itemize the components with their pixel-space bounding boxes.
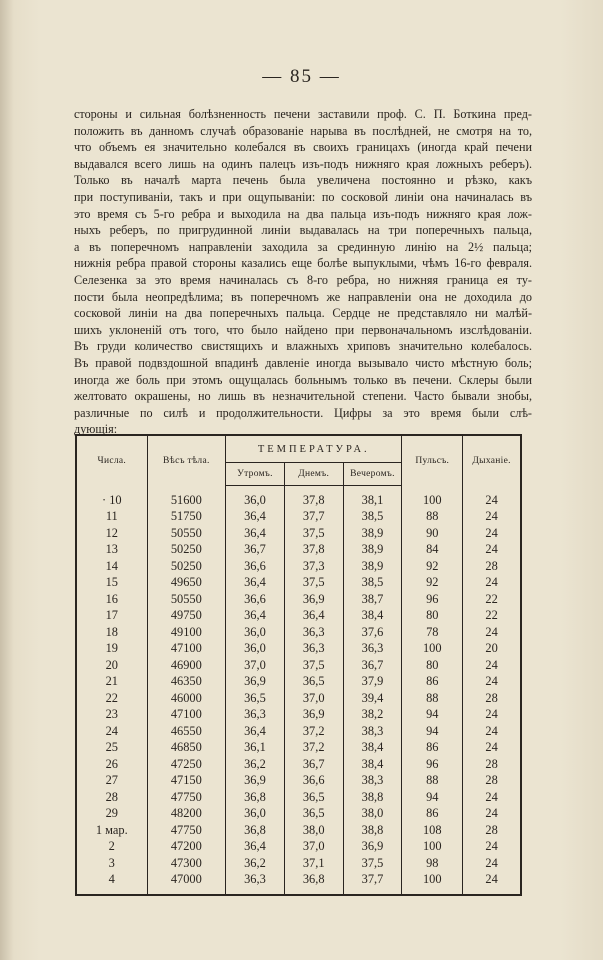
paragraph-line: различные по силѣ и продолжительности. Цифры за это время были слѣ-	[74, 405, 532, 420]
header-weight: Вѣсъ тѣла.	[147, 435, 226, 486]
table-row	[76, 789, 521, 806]
day-cell: 2	[76, 839, 147, 856]
temp-evening-cell: 38,3	[343, 723, 402, 740]
breath-cell: 20	[463, 641, 521, 658]
day-cell: 28	[76, 789, 147, 806]
paragraph-line: сосковой линіи на два поперечныхъ пальца. Сердце не представляло ни малѣй-	[74, 306, 532, 321]
breath-cell: 24	[463, 525, 521, 542]
weight-cell: 46000	[147, 690, 226, 707]
temp-noon-cell: 36,8	[284, 872, 343, 896]
temp-morning-cell: 36,3	[226, 707, 285, 724]
table-row	[76, 674, 521, 691]
table-row	[76, 690, 521, 707]
temp-morning-cell: 36,6	[226, 558, 285, 575]
paragraph-line: иногда же боль при этомъ ощущалась больнымъ только въ печени. Склеры были	[74, 372, 532, 387]
temp-morning-cell: 36,2	[226, 756, 285, 773]
paragraph-line: а въ поперечномъ направленіи заходила за срединную линію на 2½ пальца;	[74, 239, 532, 254]
weight-cell: 47200	[147, 839, 226, 856]
weight-cell: 47150	[147, 773, 226, 790]
weight-cell: 49100	[147, 624, 226, 641]
breath-cell: 24	[463, 657, 521, 674]
paragraph-line: положить въ данномъ случаѣ образованіе нарыва въ послѣдней, не смотря на то,	[74, 123, 532, 138]
breath-cell: 22	[463, 608, 521, 625]
temp-noon-cell: 36,5	[284, 674, 343, 691]
weight-cell: 51750	[147, 509, 226, 526]
pulse-cell: 88	[402, 509, 463, 526]
temp-noon-cell: 37,5	[284, 657, 343, 674]
pulse-cell: 94	[402, 723, 463, 740]
table-row	[76, 872, 521, 896]
breath-cell: 24	[463, 542, 521, 559]
table-row	[76, 509, 521, 526]
weight-cell: 47250	[147, 756, 226, 773]
temp-morning-cell: 36,1	[226, 740, 285, 757]
day-cell: 22	[76, 690, 147, 707]
pulse-cell: 92	[402, 558, 463, 575]
paragraph-line: шихъ уклоненій отъ того, что было найдено при первоначальномъ изслѣдованіи.	[74, 322, 532, 337]
pulse-cell: 100	[402, 486, 463, 509]
day-cell: 11	[76, 509, 147, 526]
temp-morning-cell: 36,3	[226, 872, 285, 896]
header-noon: Днемъ.	[284, 463, 343, 486]
temp-noon-cell: 38,0	[284, 822, 343, 839]
weight-cell: 49650	[147, 575, 226, 592]
temp-noon-cell: 36,7	[284, 756, 343, 773]
data-table	[75, 434, 522, 896]
pulse-cell: 80	[402, 608, 463, 625]
breath-cell: 24	[463, 872, 521, 896]
temp-evening-cell: 38,8	[343, 822, 402, 839]
day-cell: 13	[76, 542, 147, 559]
temp-evening-cell: 38,5	[343, 509, 402, 526]
temp-evening-cell: 38,4	[343, 740, 402, 757]
paragraph-line: дующія:	[74, 422, 118, 437]
day-cell: 27	[76, 773, 147, 790]
header-evening: Вечеромъ.	[343, 463, 402, 486]
weight-cell: 47100	[147, 641, 226, 658]
breath-cell: 24	[463, 674, 521, 691]
temp-morning-cell: 36,0	[226, 641, 285, 658]
temp-evening-cell: 36,7	[343, 657, 402, 674]
temp-evening-cell: 37,6	[343, 624, 402, 641]
day-cell: 17	[76, 608, 147, 625]
temp-morning-cell: 36,0	[226, 624, 285, 641]
paragraph-line: что объемъ ея значительно колебался въ своихъ границахъ (иногда край печени	[74, 140, 532, 155]
paragraph-line: выдавался всего лишь на одинъ палецъ изъ-подъ нижняго края ложныхъ реберъ).	[74, 156, 532, 171]
breath-cell: 28	[463, 822, 521, 839]
paragraph-line: Только въ началѣ марта печень была увеличена постоянно и рѣзко, какъ	[74, 173, 532, 188]
temp-evening-cell: 39,4	[343, 690, 402, 707]
paragraph-line: при поступиваніи, такъ и при ощупываніи: по сосковой линіи она начиналась въ	[74, 189, 532, 204]
pulse-cell: 84	[402, 542, 463, 559]
temp-morning-cell: 36,7	[226, 542, 285, 559]
temp-noon-cell: 37,1	[284, 855, 343, 872]
paragraph-line: желтовато окрашены, но лишь въ незначительной степени. Часто бывали знобы,	[74, 389, 532, 404]
table-row	[76, 641, 521, 658]
temp-noon-cell: 36,6	[284, 773, 343, 790]
table-row	[76, 624, 521, 641]
day-cell: 14	[76, 558, 147, 575]
pulse-cell: 88	[402, 773, 463, 790]
temp-morning-cell: 36,4	[226, 608, 285, 625]
pulse-cell: 86	[402, 740, 463, 757]
pulse-cell: 96	[402, 591, 463, 608]
temp-evening-cell: 37,7	[343, 872, 402, 896]
weight-cell: 49750	[147, 608, 226, 625]
breath-cell: 28	[463, 558, 521, 575]
temp-evening-cell: 38,7	[343, 591, 402, 608]
table-row	[76, 756, 521, 773]
temp-evening-cell: 38,9	[343, 542, 402, 559]
day-cell: 29	[76, 806, 147, 823]
table-row	[76, 525, 521, 542]
pulse-cell: 94	[402, 707, 463, 724]
weight-cell: 47750	[147, 789, 226, 806]
weight-cell: 50250	[147, 542, 226, 559]
temp-morning-cell: 36,8	[226, 789, 285, 806]
weight-cell: 51600	[147, 486, 226, 509]
breath-cell: 24	[463, 740, 521, 757]
weight-cell: 47100	[147, 707, 226, 724]
body-paragraph	[74, 106, 532, 438]
weight-cell: 46900	[147, 657, 226, 674]
table-row	[76, 822, 521, 839]
temp-evening-cell: 38,9	[343, 525, 402, 542]
table-row	[76, 773, 521, 790]
pulse-cell: 100	[402, 872, 463, 896]
weight-cell: 46550	[147, 723, 226, 740]
temp-evening-cell: 38,4	[343, 756, 402, 773]
page-number: — 85 —	[262, 66, 341, 87]
temp-noon-cell: 36,9	[284, 591, 343, 608]
temp-evening-cell: 38,8	[343, 789, 402, 806]
temp-evening-cell: 38,1	[343, 486, 402, 509]
weight-cell: 47000	[147, 872, 226, 896]
breath-cell: 24	[463, 723, 521, 740]
temp-noon-cell: 37,2	[284, 723, 343, 740]
paragraph-line: Въ груди количество свистящихъ и влажныхъ хриповъ значительно колебалось.	[74, 339, 532, 354]
temp-noon-cell: 37,0	[284, 690, 343, 707]
temp-noon-cell: 37,8	[284, 486, 343, 509]
breath-cell: 28	[463, 773, 521, 790]
temp-morning-cell: 36,9	[226, 773, 285, 790]
breath-cell: 28	[463, 690, 521, 707]
header-day: Числа.	[76, 435, 147, 486]
breath-cell: 28	[463, 756, 521, 773]
temp-evening-cell: 38,5	[343, 575, 402, 592]
temp-morning-cell: 36,4	[226, 575, 285, 592]
pulse-cell: 96	[402, 756, 463, 773]
temp-evening-cell: 38,3	[343, 773, 402, 790]
breath-cell: 24	[463, 624, 521, 641]
breath-cell: 24	[463, 806, 521, 823]
temp-noon-cell: 36,5	[284, 806, 343, 823]
weight-cell: 50550	[147, 525, 226, 542]
table-row	[76, 723, 521, 740]
temp-morning-cell: 36,4	[226, 509, 285, 526]
pulse-cell: 108	[402, 822, 463, 839]
day-cell: 23	[76, 707, 147, 724]
temp-evening-cell: 36,3	[343, 641, 402, 658]
weight-cell: 50250	[147, 558, 226, 575]
day-cell: 21	[76, 674, 147, 691]
paragraph-line: ныхъ реберъ, по пригрудинной линіи выдавалась на три поперечныхъ пальца,	[74, 223, 532, 238]
breath-cell: 24	[463, 789, 521, 806]
header-pulse: Пульсъ.	[402, 435, 463, 486]
table-row	[76, 558, 521, 575]
temp-noon-cell: 36,3	[284, 641, 343, 658]
table-row	[76, 591, 521, 608]
table-row	[76, 542, 521, 559]
table-row	[76, 740, 521, 757]
pulse-cell: 86	[402, 806, 463, 823]
day-cell: 15	[76, 575, 147, 592]
temp-noon-cell: 37,5	[284, 525, 343, 542]
temp-noon-cell: 36,9	[284, 707, 343, 724]
table-row	[76, 608, 521, 625]
temp-noon-cell: 37,2	[284, 740, 343, 757]
breath-cell: 24	[463, 509, 521, 526]
day-cell: 24	[76, 723, 147, 740]
pulse-cell: 88	[402, 690, 463, 707]
pulse-cell: 98	[402, 855, 463, 872]
breath-cell: 24	[463, 855, 521, 872]
temp-morning-cell: 36,0	[226, 806, 285, 823]
paragraph-line: нижнія ребра правой стороны казались еще болѣе выпуклыми, чѣмъ 16-го февраля.	[74, 256, 532, 271]
temp-noon-cell: 36,5	[284, 789, 343, 806]
temp-morning-cell: 36,0	[226, 486, 285, 509]
pulse-cell: 94	[402, 789, 463, 806]
day-cell: 19	[76, 641, 147, 658]
temp-evening-cell: 38,4	[343, 608, 402, 625]
temp-noon-cell: 36,3	[284, 624, 343, 641]
weight-cell: 50550	[147, 591, 226, 608]
paragraph-line: пости была неопредѣлима; въ поперечномъ же направленіи она не доходила до	[74, 289, 532, 304]
temp-evening-cell: 38,2	[343, 707, 402, 724]
pulse-cell: 92	[402, 575, 463, 592]
breath-cell: 24	[463, 575, 521, 592]
temp-morning-cell: 36,6	[226, 591, 285, 608]
day-cell: 1 мар.	[76, 822, 147, 839]
table-row	[76, 707, 521, 724]
temp-morning-cell: 36,9	[226, 674, 285, 691]
table-row	[76, 575, 521, 592]
day-cell: 18	[76, 624, 147, 641]
weight-cell: 46350	[147, 674, 226, 691]
temp-morning-cell: 36,4	[226, 839, 285, 856]
weight-cell: 47750	[147, 822, 226, 839]
temp-morning-cell: 36,4	[226, 525, 285, 542]
day-cell: 16	[76, 591, 147, 608]
temp-morning-cell: 36,2	[226, 855, 285, 872]
temp-morning-cell: 37,0	[226, 657, 285, 674]
temp-noon-cell: 37,0	[284, 839, 343, 856]
pulse-cell: 86	[402, 674, 463, 691]
day-cell: 3	[76, 855, 147, 872]
table-row	[76, 657, 521, 674]
paragraph-line: стороны и сильная болѣзненность печени заставили проф. С. П. Боткина пред-	[74, 107, 532, 121]
temp-noon-cell: 37,5	[284, 575, 343, 592]
weight-cell: 46850	[147, 740, 226, 757]
temp-morning-cell: 36,5	[226, 690, 285, 707]
header-breath: Дыханіе.	[463, 435, 521, 486]
day-cell: 25	[76, 740, 147, 757]
day-cell: · 10	[76, 486, 147, 509]
paragraph-line: Въ правой подвздошной впадинѣ давленіе иногда вызывало чисто мѣстную боль;	[74, 355, 532, 370]
temp-noon-cell: 37,3	[284, 558, 343, 575]
breath-cell: 22	[463, 591, 521, 608]
temp-evening-cell: 38,9	[343, 558, 402, 575]
header-temperature: ТЕМПЕРАТУРА.	[226, 435, 402, 463]
paragraph-line: Селезенка за это время начиналась съ 8-го ребра, но нижняя граница ея ту-	[74, 272, 532, 287]
pulse-cell: 90	[402, 525, 463, 542]
paragraph-line: это время съ 5-го ребра и выходила на два пальца изъ-подъ нижняго края лож-	[74, 206, 532, 221]
temp-morning-cell: 36,8	[226, 822, 285, 839]
temp-evening-cell: 36,9	[343, 839, 402, 856]
weight-cell: 48200	[147, 806, 226, 823]
pulse-cell: 100	[402, 641, 463, 658]
breath-cell: 24	[463, 486, 521, 509]
table-row	[76, 806, 521, 823]
temp-evening-cell: 37,9	[343, 674, 402, 691]
breath-cell: 24	[463, 839, 521, 856]
table-row	[76, 855, 521, 872]
breath-cell: 24	[463, 707, 521, 724]
day-cell: 12	[76, 525, 147, 542]
day-cell: 26	[76, 756, 147, 773]
temp-noon-cell: 36,4	[284, 608, 343, 625]
pulse-cell: 80	[402, 657, 463, 674]
temp-morning-cell: 36,4	[226, 723, 285, 740]
weight-cell: 47300	[147, 855, 226, 872]
temp-evening-cell: 38,0	[343, 806, 402, 823]
table-row	[76, 486, 521, 509]
header-morning: Утромъ.	[226, 463, 285, 486]
pulse-cell: 100	[402, 839, 463, 856]
temp-noon-cell: 37,7	[284, 509, 343, 526]
day-cell: 4	[76, 872, 147, 896]
day-cell: 20	[76, 657, 147, 674]
pulse-cell: 78	[402, 624, 463, 641]
temp-noon-cell: 37,8	[284, 542, 343, 559]
table-row	[76, 839, 521, 856]
temp-evening-cell: 37,5	[343, 855, 402, 872]
